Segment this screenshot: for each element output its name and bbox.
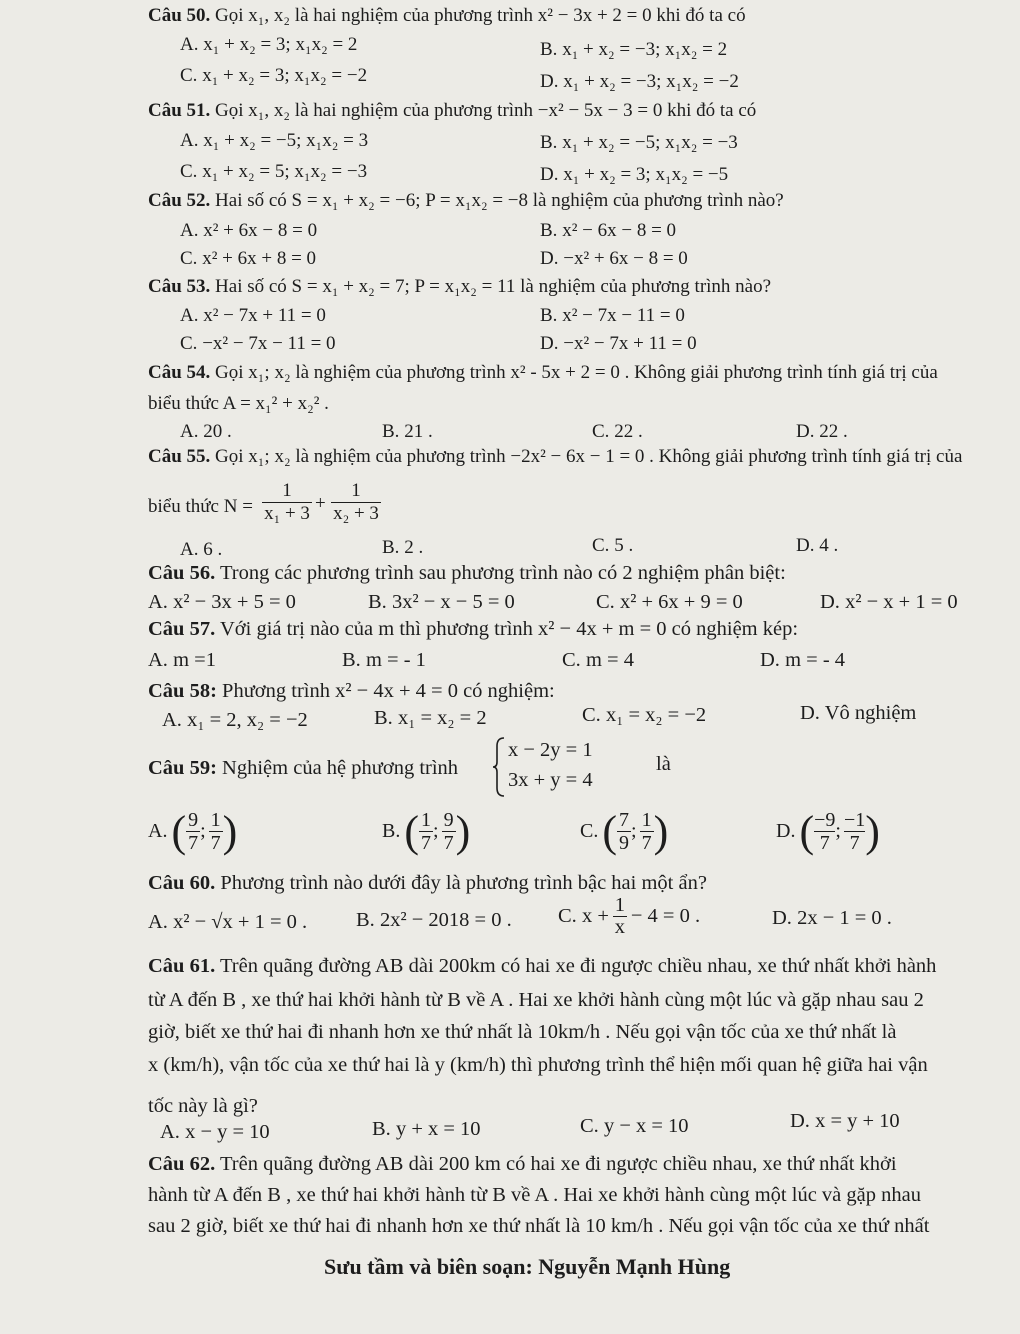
question-54: Câu 54. Gọi x₁; x₂ là nghiệm của phương trình x² - 5x + 2 = 0 . Không giải phương trình tính giá trị của bbox=[148, 362, 938, 383]
q55-option-b: B. 2 . bbox=[382, 537, 424, 558]
question-56: Câu 56. Trong các phương trình sau phương trình nào có 2 nghiệm phân biệt: bbox=[148, 562, 786, 584]
q52-option-a: A. x² + 6x − 8 = 0 bbox=[180, 220, 318, 241]
q52-option-b: B. x² − 6x − 8 = 0 bbox=[540, 220, 677, 241]
q57-option-d: D. m = - 4 bbox=[760, 649, 846, 671]
q51-option-c: C. x₁ + x₂ = 5; x₁x₂ = −3 bbox=[180, 161, 368, 182]
question-61-line4: x (km/h), vận tốc của xe thứ hai là y (km/h) thì phương trình thể hiện mối quan hệ giữa hai vận bbox=[148, 1054, 928, 1076]
q50-option-b: B. x₁ + x₂ = −3; x₁x₂ = 2 bbox=[540, 39, 728, 60]
q53-option-b: B. x² − 7x − 11 = 0 bbox=[540, 305, 685, 326]
q55-fraction-1: 1 x₁ + 3 bbox=[262, 480, 312, 525]
q55-option-c: C. 5 . bbox=[592, 535, 634, 556]
q50-option-d: D. x₁ + x₂ = −3; x₁x₂ = −2 bbox=[540, 71, 739, 92]
q56-option-b: B. 3x² − x − 5 = 0 bbox=[368, 591, 515, 613]
system-brace bbox=[492, 736, 506, 798]
question-58: Câu 58: Phương trình x² − 4x + 4 = 0 có nghiệm: bbox=[148, 680, 555, 702]
worksheet-page: Câu 50. Gọi x₁, x₂ là hai nghiệm của phương trình x² − 3x + 2 = 0 khi đó ta có A. x₁ + x₂ = 3; x₁x₂ = 2 B. x₁ + x₂ = −3; x₁x₂ = 2 C. x₁ + x₂ = 3; x₁x₂ = −2 D. x₁ + x₂ = −3; x₁x₂ = −2 Câu 51. Gọi x₁, x₂ là hai nghiệm của phương trình −x² − 5x − 3 = 0 khi đó ta có A. x₁ + x₂ = −5; x₁x₂ = 3 B. x₁ + x₂ = −5; x₁x₂ = −3 C. x₁ + x₂ = 5; x₁x₂ = −3 D. x₁ + x₂ = 3; x₁x₂ = −5 Câu 52. Hai số có S = x₁ + x₂ = −6; P = x₁x₂ = −8 là nghiệm của phương trình nào? A. x² + 6x − 8 = 0 B. x² − 6x − 8 = 0 C. x² + 6x + 8 = 0 D. −x² + 6x − 8 = 0 Câu 53. Hai số có S = x₁ + x₂ = 7; P = x₁x₂ = 11 là nghiệm của phương trình nào? A. x² − 7x + 11 = 0 B. x² − 7x − 11 = 0 C. −x² − 7x − 11 = 0 D. −x² − 7x + 11 = 0 Câu 54. Gọi x₁; x₂ là nghiệm của phương trình x² - 5x + 2 = 0 . Không giải phương trình tính giá trị của biểu thức A = x₁² + x₂² . A. 20 . B. 21 . C. 22 . D. 22 . Câu 55. Gọi x₁; x₂ là nghiệm của phương trình −2x² − 6x − 1 = 0 . Không giải phương trình tính giá trị của biểu thức N = 1 x₁ + 3 + 1 x₂ + 3 A. 6 . B. 2 . C. 5 . D. 4 . Câu 56. Trong các phương trình sau phương trình nào có 2 nghiệm phân biệt: A. x² − 3x + 5 = 0 B. 3x² − x − 5 = 0 C. x² + 6x + 9 = 0 D. x² − x + 1 = 0 Câu 57. Với giá trị nào của m thì phương trình x² − 4x + m = 0 có nghiệm kép: A. m =1 B. m = - 1 C. m = 4 D. m = - 4 Câu 58: Phương trình x² − 4x + 4 = 0 có nghiệm: A. x₁ = 2, x₂ = −2 B. x₁ = x₂ = 2 C. x₁ = x₂ = −2 D. Vô nghiệm Câu 59: Nghiệm của hệ phương trình x − 2y = 1 3x + y = 4 là A. ( 9 7 ; 1 7 ) B. ( 1 7 ; 9 7 ) C. ( 7 9 ; 1 7 ) D. ( −9 7 ; −1 7 ) Câu 60. Phương trình nào dưới đây là phương trình bậc hai một ẩn? A. x² − √x + 1 = 0 . B. 2x² − 2018 = 0 . C. x + $\frac{1}{x}$ − 4 = 0 . D. 2x − 1 = 0 . Câu 61. Trên quãng đường AB dài 200km có hai xe đi ngược chiều nhau, xe thứ nhất khởi hành từ A đến B , xe thứ hai khởi hành từ B về A . Hai xe khởi hành cùng một lúc và gặp nhau sau 2 giờ, biết xe thứ hai đi nhanh hơn xe thứ nhất là 10km/h . Nếu gọi vận tốc của xe thứ nhất là x (km/h), vận tốc của xe thứ hai là y (km/h) thì phương trình thể hiện mối quan hệ giữa hai vận tốc này là gì? A. x − y = 10 B. y + x = 10 C. y − x = 10 D. x = y + 10 Câu 62. Trên quãng đường AB dài 200 km có hai xe đi ngược chiều nhau, xe thứ nhất khởi hành từ A đến B , xe thứ hai khởi hành từ B về A . Hai xe khởi hành cùng một lúc và gặp nhau sau 2 giờ, biết xe thứ hai đi nhanh hơn xe thứ nhất là 10 km/h . Nếu gọi vận tốc của xe thứ nhất Sưu tầm và biên soạn: Nguyễn Mạnh Hùng bbox=[148, 5, 963, 1279]
q59-option-b: B. ( 1 7 ; 9 7 ) bbox=[382, 807, 471, 856]
q58-option-d: D. Vô nghiệm bbox=[800, 702, 917, 724]
q56-option-d: D. x² − x + 1 = 0 bbox=[820, 591, 958, 613]
q60-option-d: D. 2x − 1 = 0 . bbox=[772, 907, 892, 929]
footer-credit: Sưu tầm và biên soạn: Nguyễn Mạnh Hùng bbox=[324, 1254, 731, 1279]
q59-option-d: D. ( −9 7 ; −1 7 ) bbox=[776, 807, 880, 856]
question-50: Câu 50. Gọi x₁, x₂ là hai nghiệm của phương trình x² − 3x + 2 = 0 khi đó ta có bbox=[148, 5, 746, 26]
question-62-line3: sau 2 giờ, biết xe thứ hai đi nhanh hơn xe thứ nhất là 10 km/h . Nếu gọi vận tốc của xe thứ nhất bbox=[148, 1215, 930, 1237]
q55-option-a: A. 6 . bbox=[180, 539, 223, 560]
q52-option-d: D. −x² + 6x − 8 = 0 bbox=[540, 248, 688, 269]
q51-option-d: D. x₁ + x₂ = 3; x₁x₂ = −5 bbox=[540, 164, 729, 185]
q51-option-b: B. x₁ + x₂ = −5; x₁x₂ = −3 bbox=[540, 132, 738, 153]
system-equation-2: 3x + y = 4 bbox=[508, 769, 593, 791]
q57-option-c: C. m = 4 bbox=[562, 649, 634, 671]
q53-option-a: A. x² − 7x + 11 = 0 bbox=[180, 305, 326, 326]
q60-option-a: A. x² − √x + 1 = 0 . bbox=[148, 911, 308, 933]
question-61-line5: tốc này là gì? bbox=[148, 1095, 258, 1117]
question-60: Câu 60. Phương trình nào dưới đây là phương trình bậc hai một ẩn? bbox=[148, 872, 707, 894]
question-61-line1: Câu 61. Trên quãng đường AB dài 200km có hai xe đi ngược chiều nhau, xe thứ nhất khởi hành bbox=[148, 955, 937, 977]
system-equation-1: x − 2y = 1 bbox=[508, 739, 593, 761]
q51-option-a: A. x₁ + x₂ = −5; x₁x₂ = 3 bbox=[180, 130, 369, 151]
q60-option-b: B. 2x² − 2018 = 0 . bbox=[356, 909, 512, 931]
question-51: Câu 51. Gọi x₁, x₂ là hai nghiệm của phương trình −x² − 5x − 3 = 0 khi đó ta có bbox=[148, 100, 757, 121]
q61-option-d: D. x = y + 10 bbox=[790, 1110, 900, 1132]
q59-option-c: C. ( 7 9 ; 1 7 ) bbox=[580, 807, 669, 856]
question-61-line3: giờ, biết xe thứ hai đi nhanh hơn xe thứ nhất là 10km/h . Nếu gọi vận tốc của xe thứ nhất là bbox=[148, 1021, 897, 1043]
q50-option-a: A. x₁ + x₂ = 3; x₁x₂ = 2 bbox=[180, 34, 358, 55]
question-53: Câu 53. Hai số có S = x₁ + x₂ = 7; P = x₁x₂ = 11 là nghiệm của phương trình nào? bbox=[148, 276, 772, 297]
q57-option-a: A. m =1 bbox=[148, 649, 216, 671]
question-55: Câu 55. Gọi x₁; x₂ là nghiệm của phương trình −2x² − 6x − 1 = 0 . Không giải phương trình tính giá trị của bbox=[148, 446, 963, 467]
q61-option-c: C. y − x = 10 bbox=[580, 1115, 689, 1137]
q54-option-b: B. 21 . bbox=[382, 421, 433, 442]
question-52: Câu 52. Hai số có S = x₁ + x₂ = −6; P = x₁x₂ = −8 là nghiệm của phương trình nào? bbox=[148, 190, 784, 211]
q57-option-b: B. m = - 1 bbox=[342, 649, 426, 671]
q54-option-d: D. 22 . bbox=[796, 421, 848, 442]
question-54-line2: biểu thức A = x₁² + x₂² . bbox=[148, 393, 329, 414]
q54-option-a: A. 20 . bbox=[180, 421, 232, 442]
q56-option-a: A. x² − 3x + 5 = 0 bbox=[148, 591, 296, 613]
question-59: Câu 59: Nghiệm của hệ phương trình bbox=[148, 757, 459, 779]
question-62-line2: hành từ A đến B , xe thứ hai khởi hành từ B về A . Hai xe khởi hành cùng một lúc và gặp nhau bbox=[148, 1184, 921, 1206]
q61-option-a: A. x − y = 10 bbox=[160, 1121, 270, 1143]
question-62-line1: Câu 62. Trên quãng đường AB dài 200 km có hai xe đi ngược chiều nhau, xe thứ nhất khởi bbox=[148, 1153, 897, 1175]
q60-option-c: C. x + $\frac{1}{x}$ − 4 = 0 . bbox=[558, 894, 701, 938]
q55-fraction-2: 1 x₂ + 3 bbox=[331, 480, 381, 525]
question-61-line2: từ A đến B , xe thứ hai khởi hành từ B về A . Hai xe khởi hành cùng một lúc và gặp nhau sau 2 bbox=[148, 989, 924, 1011]
q54-option-c: C. 22 . bbox=[592, 421, 643, 442]
question-57: Câu 57. Với giá trị nào của m thì phương trình x² − 4x + m = 0 có nghiệm kép: bbox=[148, 618, 799, 640]
q58-option-c: C. x₁ = x₂ = −2 bbox=[582, 704, 707, 726]
q55-option-d: D. 4 . bbox=[796, 535, 839, 556]
q61-option-b: B. y + x = 10 bbox=[372, 1118, 481, 1140]
q59-option-a: A. ( 9 7 ; 1 7 ) bbox=[148, 807, 238, 856]
q52-option-c: C. x² + 6x + 8 = 0 bbox=[180, 248, 317, 269]
q58-option-b: B. x₁ = x₂ = 2 bbox=[374, 707, 487, 729]
q56-option-c: C. x² + 6x + 9 = 0 bbox=[596, 591, 743, 613]
question-55-line2: biểu thức N = bbox=[148, 496, 253, 517]
q50-option-c: C. x₁ + x₂ = 3; x₁x₂ = −2 bbox=[180, 65, 368, 86]
q53-option-d: D. −x² − 7x + 11 = 0 bbox=[540, 333, 697, 354]
q58-option-a: A. x₁ = 2, x₂ = −2 bbox=[162, 709, 308, 731]
q53-option-c: C. −x² − 7x − 11 = 0 bbox=[180, 333, 336, 354]
